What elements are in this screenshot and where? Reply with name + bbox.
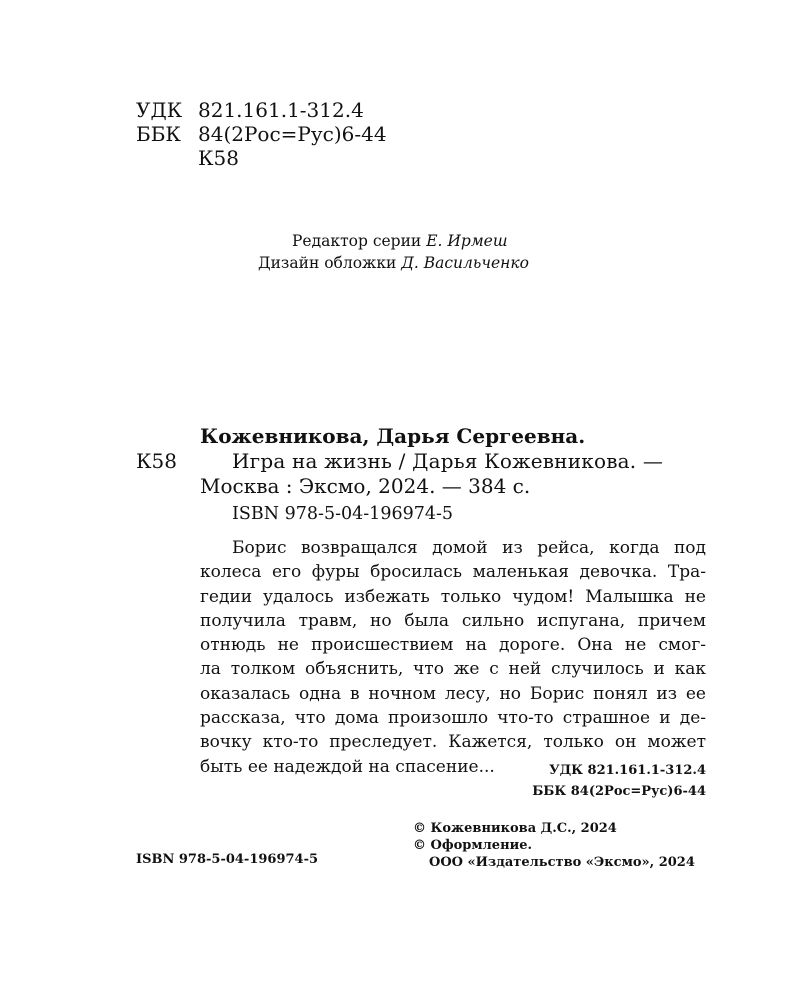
annotation-line: ла толком объяснить, что же с ней случилось и как [200,659,706,680]
annotation-line: вочку кто-то преследует. Кажется, только он может [200,732,706,753]
title-line: Игра на жизнь / Дарья Кожевникова. — [232,449,664,473]
udk-value: 821.161.1-312.4 [198,98,364,122]
bibliographic-mark: К58 [136,449,177,473]
annotation-line: рассказа, что дома произошло что-то страшное и де- [200,708,706,729]
annotation-line: оказалась одна в ночном лесу, но Борис понял из ее [200,683,706,704]
udk-line [136,98,364,122]
footer-isbn: ISBN 978-5-04-196974-5 [136,852,319,867]
annotation-line: Борис возвращался домой из рейса, когда под [232,538,706,558]
series-editor-credit [292,230,508,252]
bbk-key: ББК [136,122,181,146]
author-mark: К58 [198,146,239,170]
author-heading: Кожевникова, Дарья Сергеевна. [200,424,586,448]
copyright-author: © Кожевникова Д.С., 2024 [413,821,617,836]
annotation-line: колеса его фуры бросилась маленькая девочка. Тра- [200,562,706,583]
cover-designer-credit [258,252,529,274]
bbk-line [136,122,387,146]
udk-code: УДК 821.161.1-312.4 [549,763,706,778]
series-editor-label: Редактор серии [292,232,422,250]
copyright-publisher: ООО «Издательство «Эксмо», 2024 [429,855,695,870]
udk-key: УДК [136,98,183,122]
bbk-code: ББК 84(2Рос=Рус)6-44 [532,784,706,799]
series-editor-name: Е. Ирмеш [426,232,508,250]
isbn: ISBN 978-5-04-196974-5 [232,504,454,524]
cover-designer-name: Д. Васильченко [401,254,529,272]
annotation-line: получила травм, но была сильно испугана, причем [200,610,706,631]
publication-line: Москва : Эксмо, 2024. — 384 с. [200,474,531,498]
copyright-design: © Оформление. [413,838,533,853]
annotation [200,536,706,779]
bbk-value: 84(2Рос=Рус)6-44 [198,122,387,146]
annotation-line: гедии удалось избежать только чудом! Малышка не [200,586,706,607]
annotation-line: отнюдь не происшествием на дороге. Она не смог- [200,635,706,656]
annotation-line: быть ее надеждой на спасение... [200,756,495,777]
cover-designer-label: Дизайн обложки [258,254,397,272]
